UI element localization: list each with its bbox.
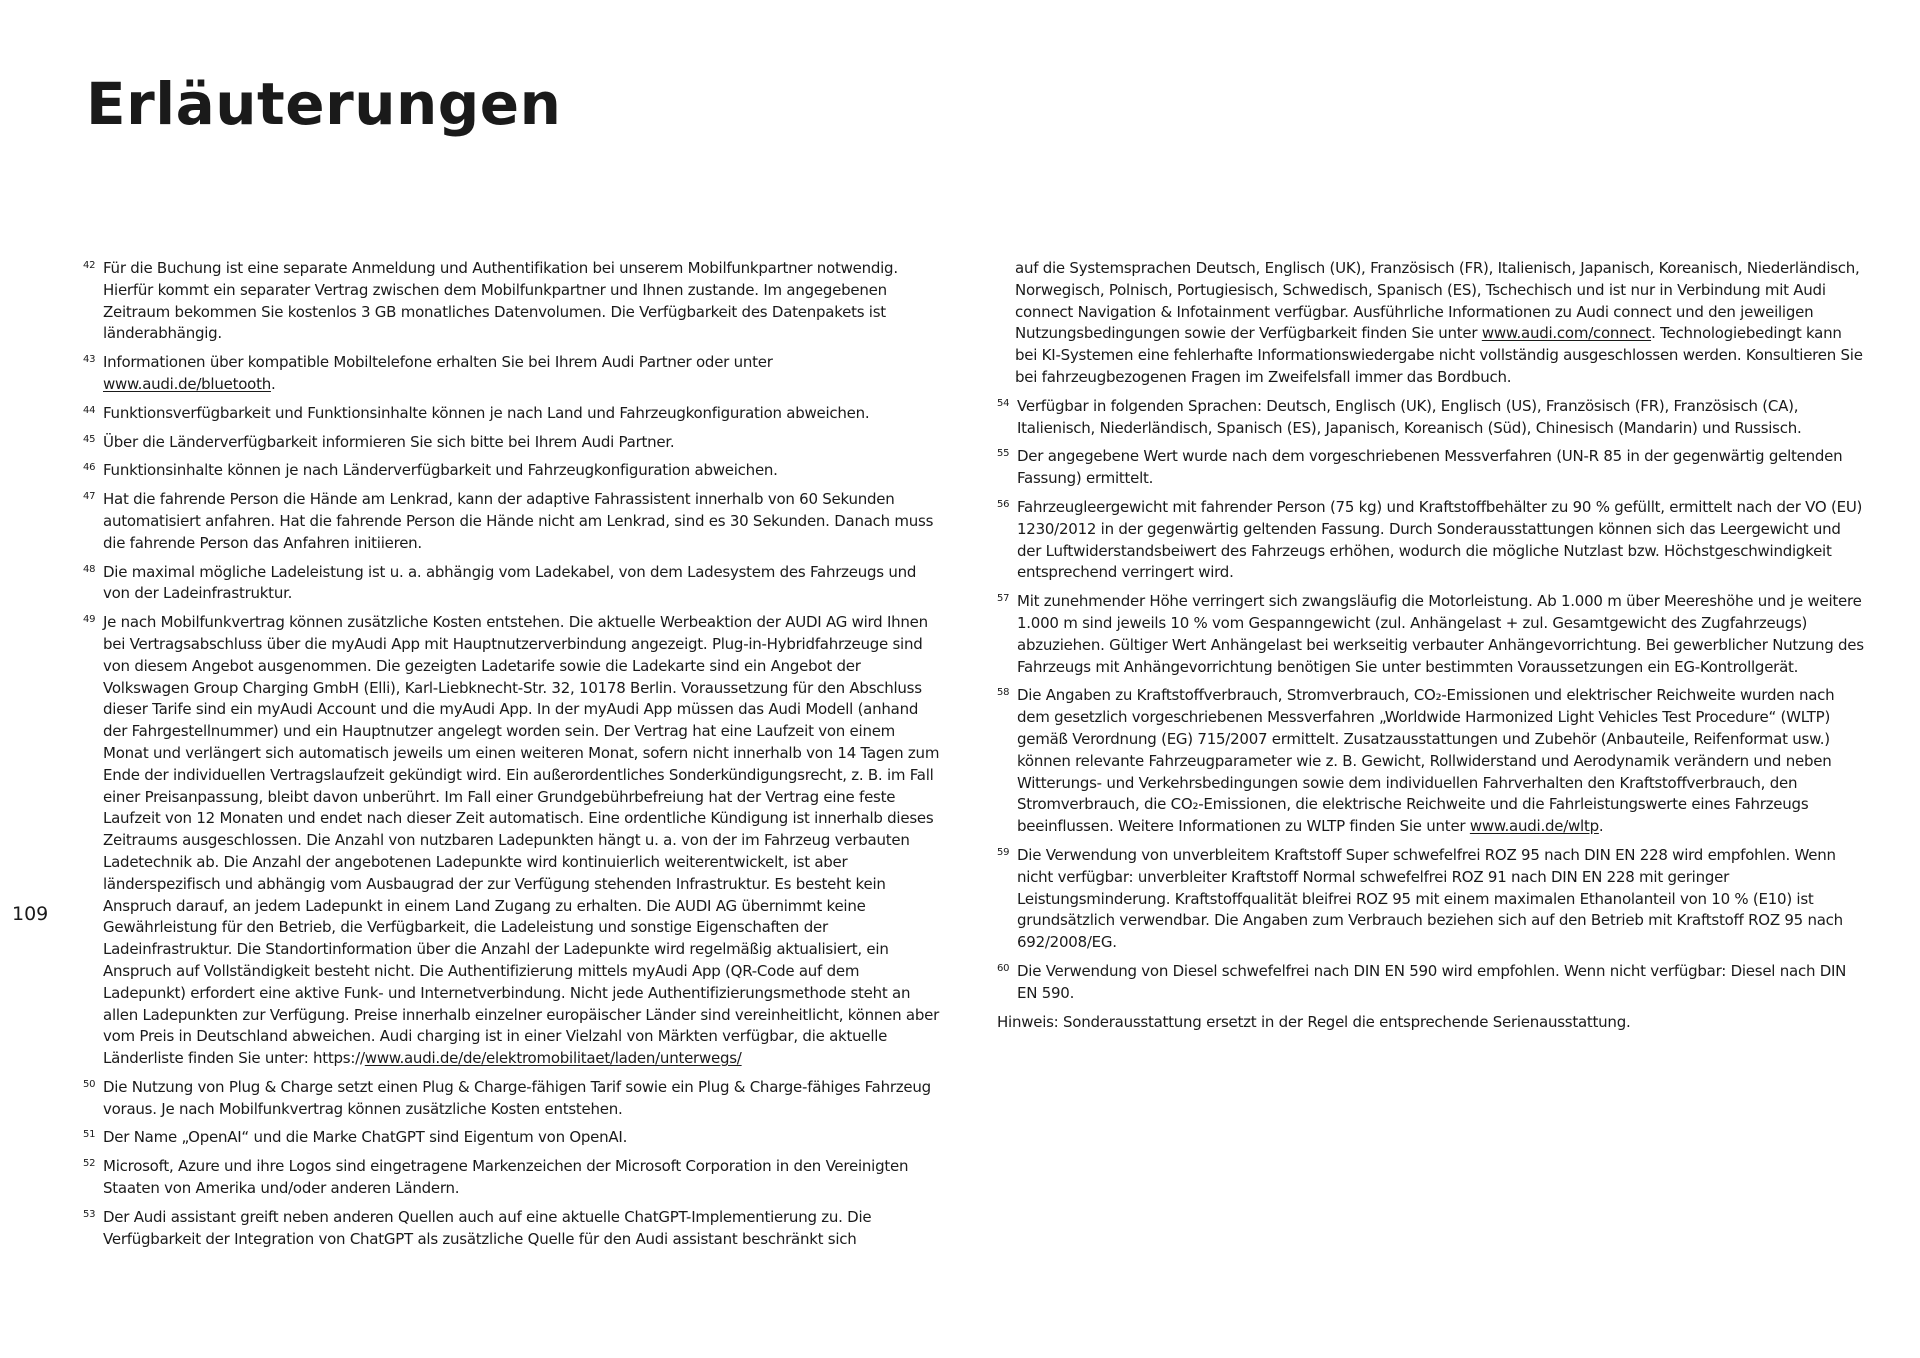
footnote-text-after: . xyxy=(1598,817,1604,836)
footnote-text: Die Verwendung von unverbleitem Kraftstoff Super schwefelfrei ROZ 95 nach DIN EN 228 wird empfohlen. Wenn nicht verfügbar: unverbleiter Kraftstoff Normal schwefelfrei ROZ 91 nach DIN EN 228 mit geringer Leistungsminderung. Kraftstoffqualität bleifrei ROZ 95 mit einem maximalen Ethanolanteil von 10 % (E10) ist grundsätzlich verwendbar. Die Angaben zum Verbrauch beziehen sich auf den Betrieb mit Kraftstoff ROZ 95 nach 692/2008/EG. xyxy=(1017,845,1843,952)
footnote-number: 58 xyxy=(997,687,1010,699)
equipment-note: Hinweis: Sonderausstattung ersetzt in der Regel die entsprechende Serienausstattung. xyxy=(997,1012,1631,1031)
footnote-text: Mit zunehmender Höhe verringert sich zwangsläufig die Motorleistung. Ab 1.000 m über Meereshöhe und je weitere 1.000 m sind jeweils 10 % vom Gespanngewicht (zul. Anhängelast + zul. Gesamtgewicht des Zugfahrzeugs) abzuziehen. Gültiger Wert Anhängelast bei werkseitig verbauter Anhängevorrichtung. Bei gewerblicher Nutzung des Fahrzeugs mit Anhängevorrichtung benötigen Sie unter bestimmten Voraussetzungen ein EG-Kontrollgerät. xyxy=(1017,592,1864,676)
footnote-text: Der angegebene Wert wurde nach dem vorgeschriebenen Messverfahren (UN-R 85 in der gegenwärtig geltenden Fassung) ermittelt. xyxy=(1017,447,1843,488)
wltp-link[interactable]: www.audi.de/wltp xyxy=(1469,817,1599,836)
footnote-52 xyxy=(82,1156,940,1200)
footnote-text: Hat die fahrende Person die Hände am Lenkrad, kann der adaptive Fahrassistent innerhalb von 60 Sekunden automatisiert anfahren. Hat die fahrende Person die Hände nicht am Lenkrad, sind es 30 Sekunden. Danach muss die fahrende Person das Anfahren initiieren. xyxy=(103,490,934,552)
page-title: Erläuterungen xyxy=(86,70,562,138)
footnote-text: Microsoft, Azure und ihre Logos sind eingetragene Markenzeichen der Microsoft Corporation in den Vereinigten Staaten von Amerika und/oder anderen Ländern. xyxy=(103,1157,909,1198)
footnote-text-after: . xyxy=(270,374,276,393)
footnote-number: 53 xyxy=(83,1208,96,1220)
footnote-number: 45 xyxy=(83,433,96,445)
footnote-number: 52 xyxy=(83,1158,96,1170)
footnote-number: 43 xyxy=(83,354,96,366)
footnotes-right-column xyxy=(996,258,1864,1033)
footnote-56 xyxy=(996,497,1864,584)
footnote-number: 57 xyxy=(997,593,1010,605)
footnote-48 xyxy=(82,562,940,606)
footnote-text: Funktionsverfügbarkeit und Funktionsinhalte können je nach Land und Fahrzeugkonfiguration abweichen. xyxy=(103,403,870,422)
footnote-text: auf die Systemsprachen Deutsch, Englisch (UK), Französisch (FR), Italienisch, Japanisch, Koreanisch, Niederländisch, Norwegisch, Polnisch, Portugiesisch, Schwedisch, Spanisch (ES), Tschechisch und ist nur in Verbindung mit Audi connect Navigation & Infotainment verfügbar. Ausführliche Informationen zu Audi connect und den jeweiligen Nutzungsbedingungen sowie der Verfügbarkeit finden Sie unter xyxy=(1015,259,1860,343)
footnote-text-after: . Technologiebedingt kann bei KI-Systemen eine fehlerhafte Informationswiedergabe nicht vollständig ausgeschlossen werden. Konsultieren Sie bei fahrzeugbezogenen Fragen im Zweifelsfall immer das Bordbuch. xyxy=(1015,324,1863,386)
footnote-text: Der Name „OpenAI“ und die Marke ChatGPT sind Eigentum von OpenAI. xyxy=(103,1128,628,1147)
footnote-number: 46 xyxy=(83,462,96,474)
footnote-number: 42 xyxy=(83,260,96,271)
footnote-number: 54 xyxy=(997,397,1010,409)
footnote-text: Die Verwendung von Diesel schwefelfrei nach DIN EN 590 wird empfohlen. Wenn nicht verfügbar: Diesel nach DIN EN 590. xyxy=(1017,961,1847,1002)
charging-countries-link[interactable]: www.audi.de/de/elektromobilitaet/laden/unterwegs/ xyxy=(364,1049,742,1068)
footnote-number: 59 xyxy=(997,846,1010,858)
footnote-53 xyxy=(82,1207,940,1251)
footnote-55 xyxy=(996,446,1864,490)
footnote-text: Die Angaben zu Kraftstoffverbrauch, Stromverbrauch, CO₂-Emissionen und elektrischer Reichweite wurden nach dem gesetzlich vorgeschriebenen Messverfahren „Worldwide Harmonized Light Vehicles Test Procedure“ (WLTP) gemäß Verordnung (EG) 715/2007 ermittelt. Zusatzausstattungen und Zubehör (Anbauteile, Reifenformat usw.) können relevante Fahrzeugparameter wie z. B. Gewicht, Rollwiderstand und Aerodynamik verändern und neben Witterungs- und Verkehrsbedingungen sowie dem individuellen Fahrverhalten den Kraftstoffverbrauch, den Stromverbrauch, die CO₂-Emissionen, die elektrische Reichweite und die Fahrleistungswerte eines Fahrzeugs beeinflussen. Weitere Informationen zu WLTP finden Sie unter xyxy=(1017,686,1835,836)
footnote-44 xyxy=(82,403,940,425)
bluetooth-link[interactable]: www.audi.de/bluetooth xyxy=(103,374,271,393)
footnote-46 xyxy=(82,460,940,482)
footnote-number: 51 xyxy=(83,1129,96,1141)
footnote-60 xyxy=(996,961,1864,1005)
footnote-number: 47 xyxy=(83,491,96,503)
footnote-text: Die Nutzung von Plug & Charge setzt einen Plug & Charge-fähigen Tarif sowie ein Plug & Charge-fähiges Fahrzeug voraus. Je nach Mobilfunkvertrag können zusätzliche Kosten entstehen. xyxy=(103,1077,931,1118)
footnote-text: Fahrzeugleergewicht mit fahrender Person (75 kg) und Kraftstoffbehälter zu 90 % gefüllt, ermittelt nach der VO (EU) 1230/2012 in der gegenwärtig geltenden Fassung. Durch Sonderausstattungen können sich das Leergewicht und der Luftwiderstandsbeiwert des Fahrzeugs erhöhen, wodurch die mögliche Nutzlast bzw. Höchstgeschwindigkeit entsprechend verringert wird. xyxy=(1017,497,1863,582)
footnote-49 xyxy=(82,612,940,1070)
footnote-number: 48 xyxy=(83,563,96,575)
footnote-number: 49 xyxy=(83,614,96,626)
footnote-number: 56 xyxy=(997,498,1010,510)
audi-connect-link[interactable]: www.audi.com/connect xyxy=(1481,324,1652,343)
footnote-45 xyxy=(82,432,940,454)
footnote-text: Der Audi assistant greift neben anderen Quellen auch auf eine aktuelle ChatGPT-Implementierung zu. Die Verfügbarkeit der Integration von ChatGPT als zusätzliche Quelle für den Audi assistant beschränkt sich xyxy=(103,1207,872,1248)
footnote-59 xyxy=(996,845,1864,954)
footnote-number: 44 xyxy=(83,404,96,416)
footnote-57 xyxy=(996,591,1864,678)
footnote-text: Informationen über kompatible Mobiltelefone erhalten Sie bei Ihrem Audi Partner oder unter xyxy=(103,353,773,372)
footnote-text: Die maximal mögliche Ladeleistung ist u. a. abhängig vom Ladekabel, von dem Ladesystem des Fahrzeugs und von der Ladeinfrastruktur. xyxy=(103,562,917,603)
footnote-text: Über die Länderverfügbarkeit informieren Sie sich bitte bei Ihrem Audi Partner. xyxy=(103,432,675,451)
page-number: 109 xyxy=(12,903,49,925)
footnote-58 xyxy=(996,685,1864,838)
footnotes-left-column xyxy=(82,258,940,1257)
footnote-43 xyxy=(82,352,940,396)
footnote-50 xyxy=(82,1077,940,1121)
footnote-text: Für die Buchung ist eine separate Anmeldung und Authentifikation bei unserem Mobilfunkpartner notwendig. Hierfür kommt ein separater Vertrag zwischen dem Mobilfunkpartner und Ihnen zustande. Im angegebenen Zeitraum bekommen Sie kostenlos 3 GB monatliches Datenvolumen. Die Verfügbarkeit des Datenpakets ist länderabhängig. xyxy=(103,259,898,343)
footnote-51 xyxy=(82,1127,940,1149)
footnote-54 xyxy=(996,396,1864,440)
footnote-text: Verfügbar in folgenden Sprachen: Deutsch, Englisch (UK), Englisch (US), Französisch (FR), Französisch (CA), Italienisch, Niederländisch, Spanisch (ES), Japanisch, Koreanisch (Süd), Chinesisch (Mandarin) und Russisch. xyxy=(1017,396,1802,437)
footnote-number: 50 xyxy=(83,1078,96,1090)
footnote-53-continuation xyxy=(996,258,1864,389)
footnote-number: 60 xyxy=(997,962,1010,974)
footnote-text: Je nach Mobilfunkvertrag können zusätzliche Kosten entstehen. Die aktuelle Werbeaktion der AUDI AG wird Ihnen bei Vertragsabschluss über die myAudi App mit Hauptnutzerverbindung angezeigt. Plug-in-Hybridfahrzeuge sind von diesem Angebot ausgenommen. Die gezeigten Ladetarife sowie die Ladekarte sind ein Angebot der Volkswagen Group Charging GmbH (Elli), Karl-Liebknecht-Str. 32, 10178 Berlin. Voraussetzung für den Abschluss dieser Tarife sind ein myAudi Account und die myAudi App. In der myAudi App müssen das Audi Modell (anhand der Fahrgestellnummer) und ein Hauptnutzer angelegt worden sein. Der Vertrag hat eine Laufzeit von einem Monat und verlängert sich automatisch jeweils um einen weiteren Monat, sofern nicht innerhalb von 14 Tagen zum Ende der individuellen Vertragslaufzeit gekündigt wird. Ein außerordentliches Sonderkündigungsrecht, z. B. im Fall einer Preisanpassung, bleibt davon unberührt. Im Fall einer Grundgebührbefreiung hat der Vertrag eine feste Laufzeit von 12 Monaten und endet nach dieser Zeit automatisch. Eine ordentliche Kündigung ist innerhalb dieses Zeitraums ausgeschlossen. Die Anzahl von nutzbaren Ladepunkten hängt u. a. von der im Fahrzeug verbauten Ladetechnik ab. Die Anzahl der angebotenen Ladepunkte wird kontinuierlich weiterentwickelt, ist aber länderspezifisch und abhängig vom Ausbaugrad der zur Verfügung stehenden Infrastruktur. Es besteht kein Anspruch darauf, an jedem Ladepunkt in einem Land Zugang zu erhalten. Die AUDI AG übernimmt keine Gewährleistung für den Betrieb, die Verfügbarkeit, die Ladeleistung und sonstige Eigenschaften der Ladeinfrastruktur. Die Standortinformation über die Anzahl der Ladepunkte wird regelmäßig aktualisiert, ein Anspruch auf Vollständigkeit besteht nicht. Die Authentifizierung mittels myAudi App (QR-Code auf dem Ladepunkt) erfordert eine aktive Funk- und Internetverbindung. Nicht jede Authentifizierungsmethode steht an allen Ladepunkten zur Verfügung. Preise innerhalb einzelner europäischer Länder sind vereinheitlicht, können aber vom Preis in Deutschland abweichen. Audi charging ist in einer Vielzahl von Märkten verfügbar, die aktuelle Länderliste finden Sie unter: https:// xyxy=(103,613,940,1068)
footnote-text: Funktionsinhalte können je nach Länderverfügbarkeit und Fahrzeugkonfiguration abweichen. xyxy=(103,461,778,480)
footnote-47 xyxy=(82,489,940,554)
footnote-42 xyxy=(82,258,940,345)
footnote-number: 55 xyxy=(997,448,1010,460)
